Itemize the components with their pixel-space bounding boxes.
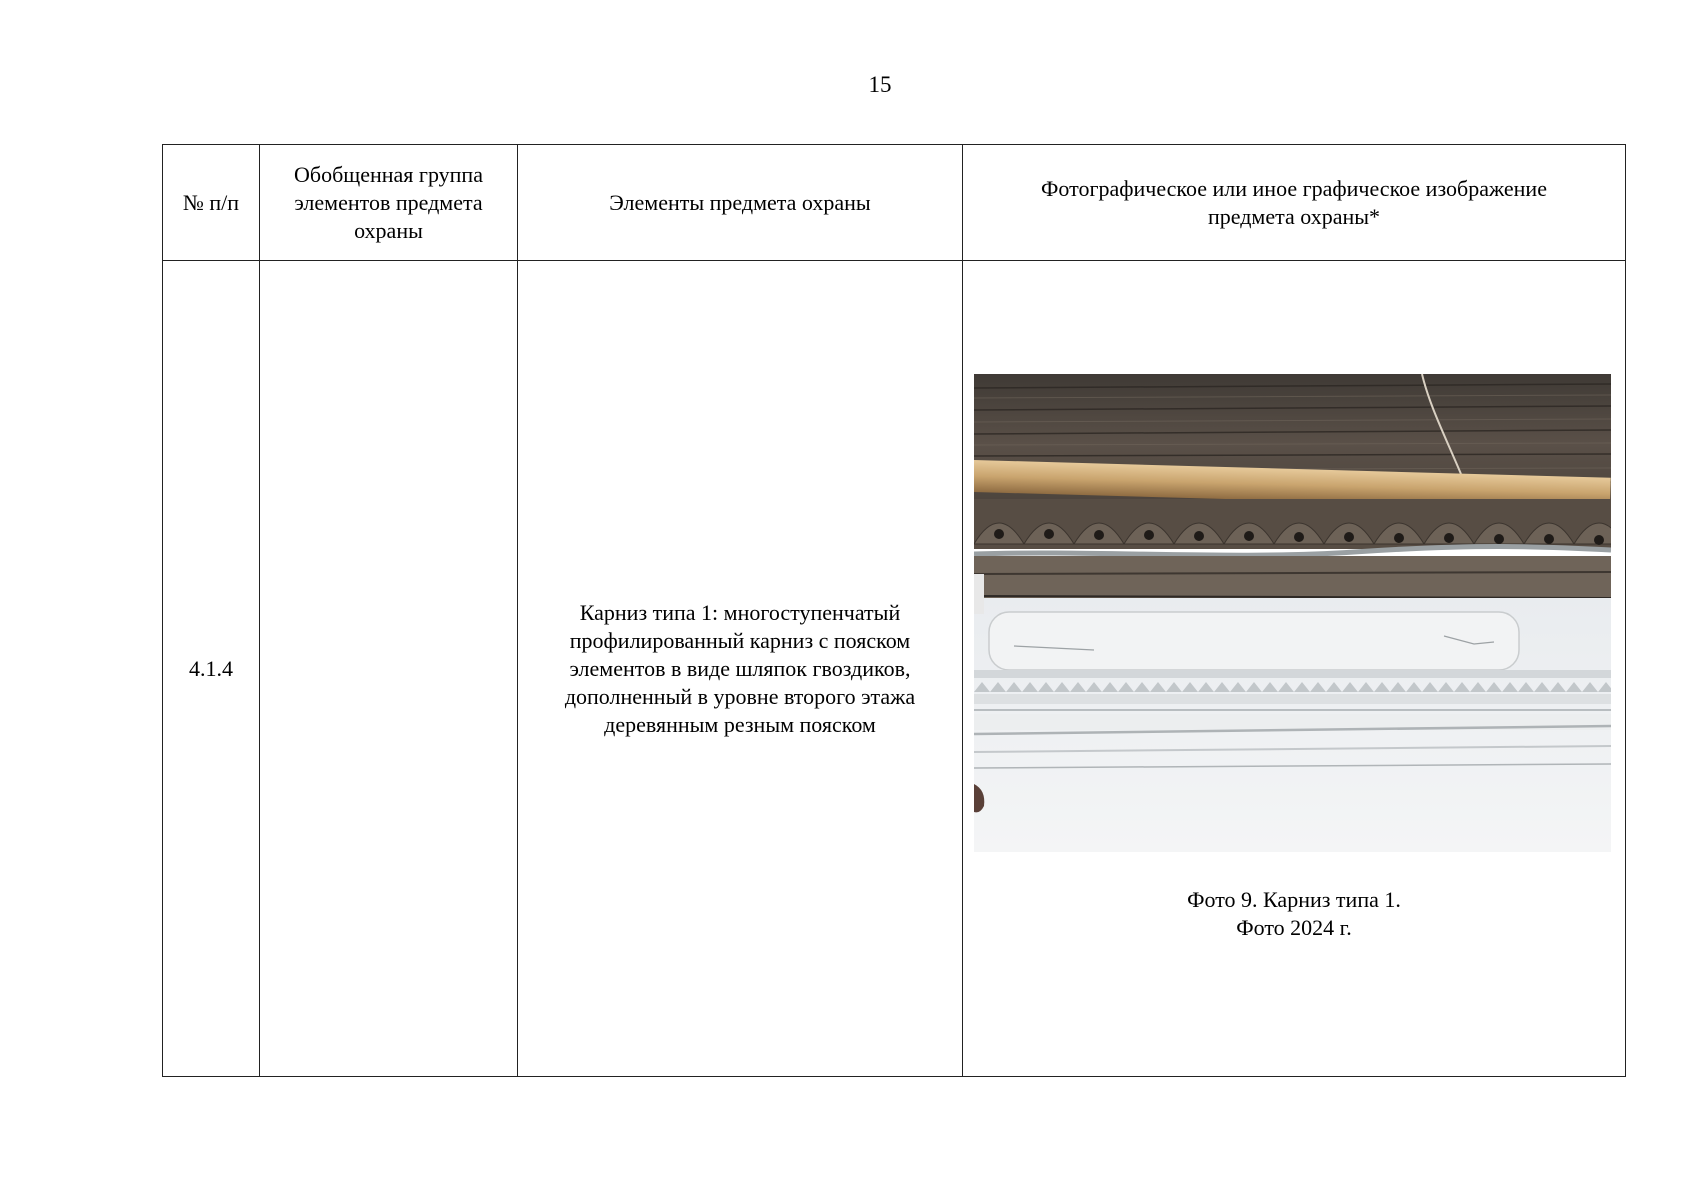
protection-elements-table <box>162 144 1626 1077</box>
row-elements-cell <box>518 261 963 1077</box>
row-elements-text: Карниз типа 1: многоступенчатый профилированный карниз с пояском элементов в виде шляпок гвоздиков, дополненный в уровне второго этажа деревянным резным пояском <box>564 599 916 737</box>
photo-container <box>963 261 1625 1076</box>
row-num: 4.1.4 <box>189 655 233 681</box>
row-image-cell <box>963 261 1626 1077</box>
header-num <box>163 145 260 261</box>
header-num-label: № п/п <box>182 189 240 215</box>
page-number: 15 <box>868 72 892 97</box>
row-num-cell <box>163 261 260 1077</box>
photo-caption <box>963 886 1625 942</box>
header-elements <box>518 145 963 261</box>
header-image-label: Фотографическое или иное графическое изображение предмета охраны* <box>1041 175 1547 229</box>
photo-caption-line-2: Фото 2024 г. <box>1236 915 1352 940</box>
photo-caption-line-1: Фото 9. Карниз типа 1. <box>1187 887 1401 912</box>
header-image <box>963 145 1626 261</box>
header-elements-label: Элементы предмета охраны <box>609 189 871 215</box>
table-header-row <box>163 145 1626 261</box>
header-group-label: Обобщенная группа элементов предмета охраны <box>294 161 483 243</box>
header-group <box>260 145 518 261</box>
row-group-cell <box>260 261 518 1077</box>
cornice-photo <box>974 374 1611 852</box>
table-row <box>163 261 1626 1077</box>
